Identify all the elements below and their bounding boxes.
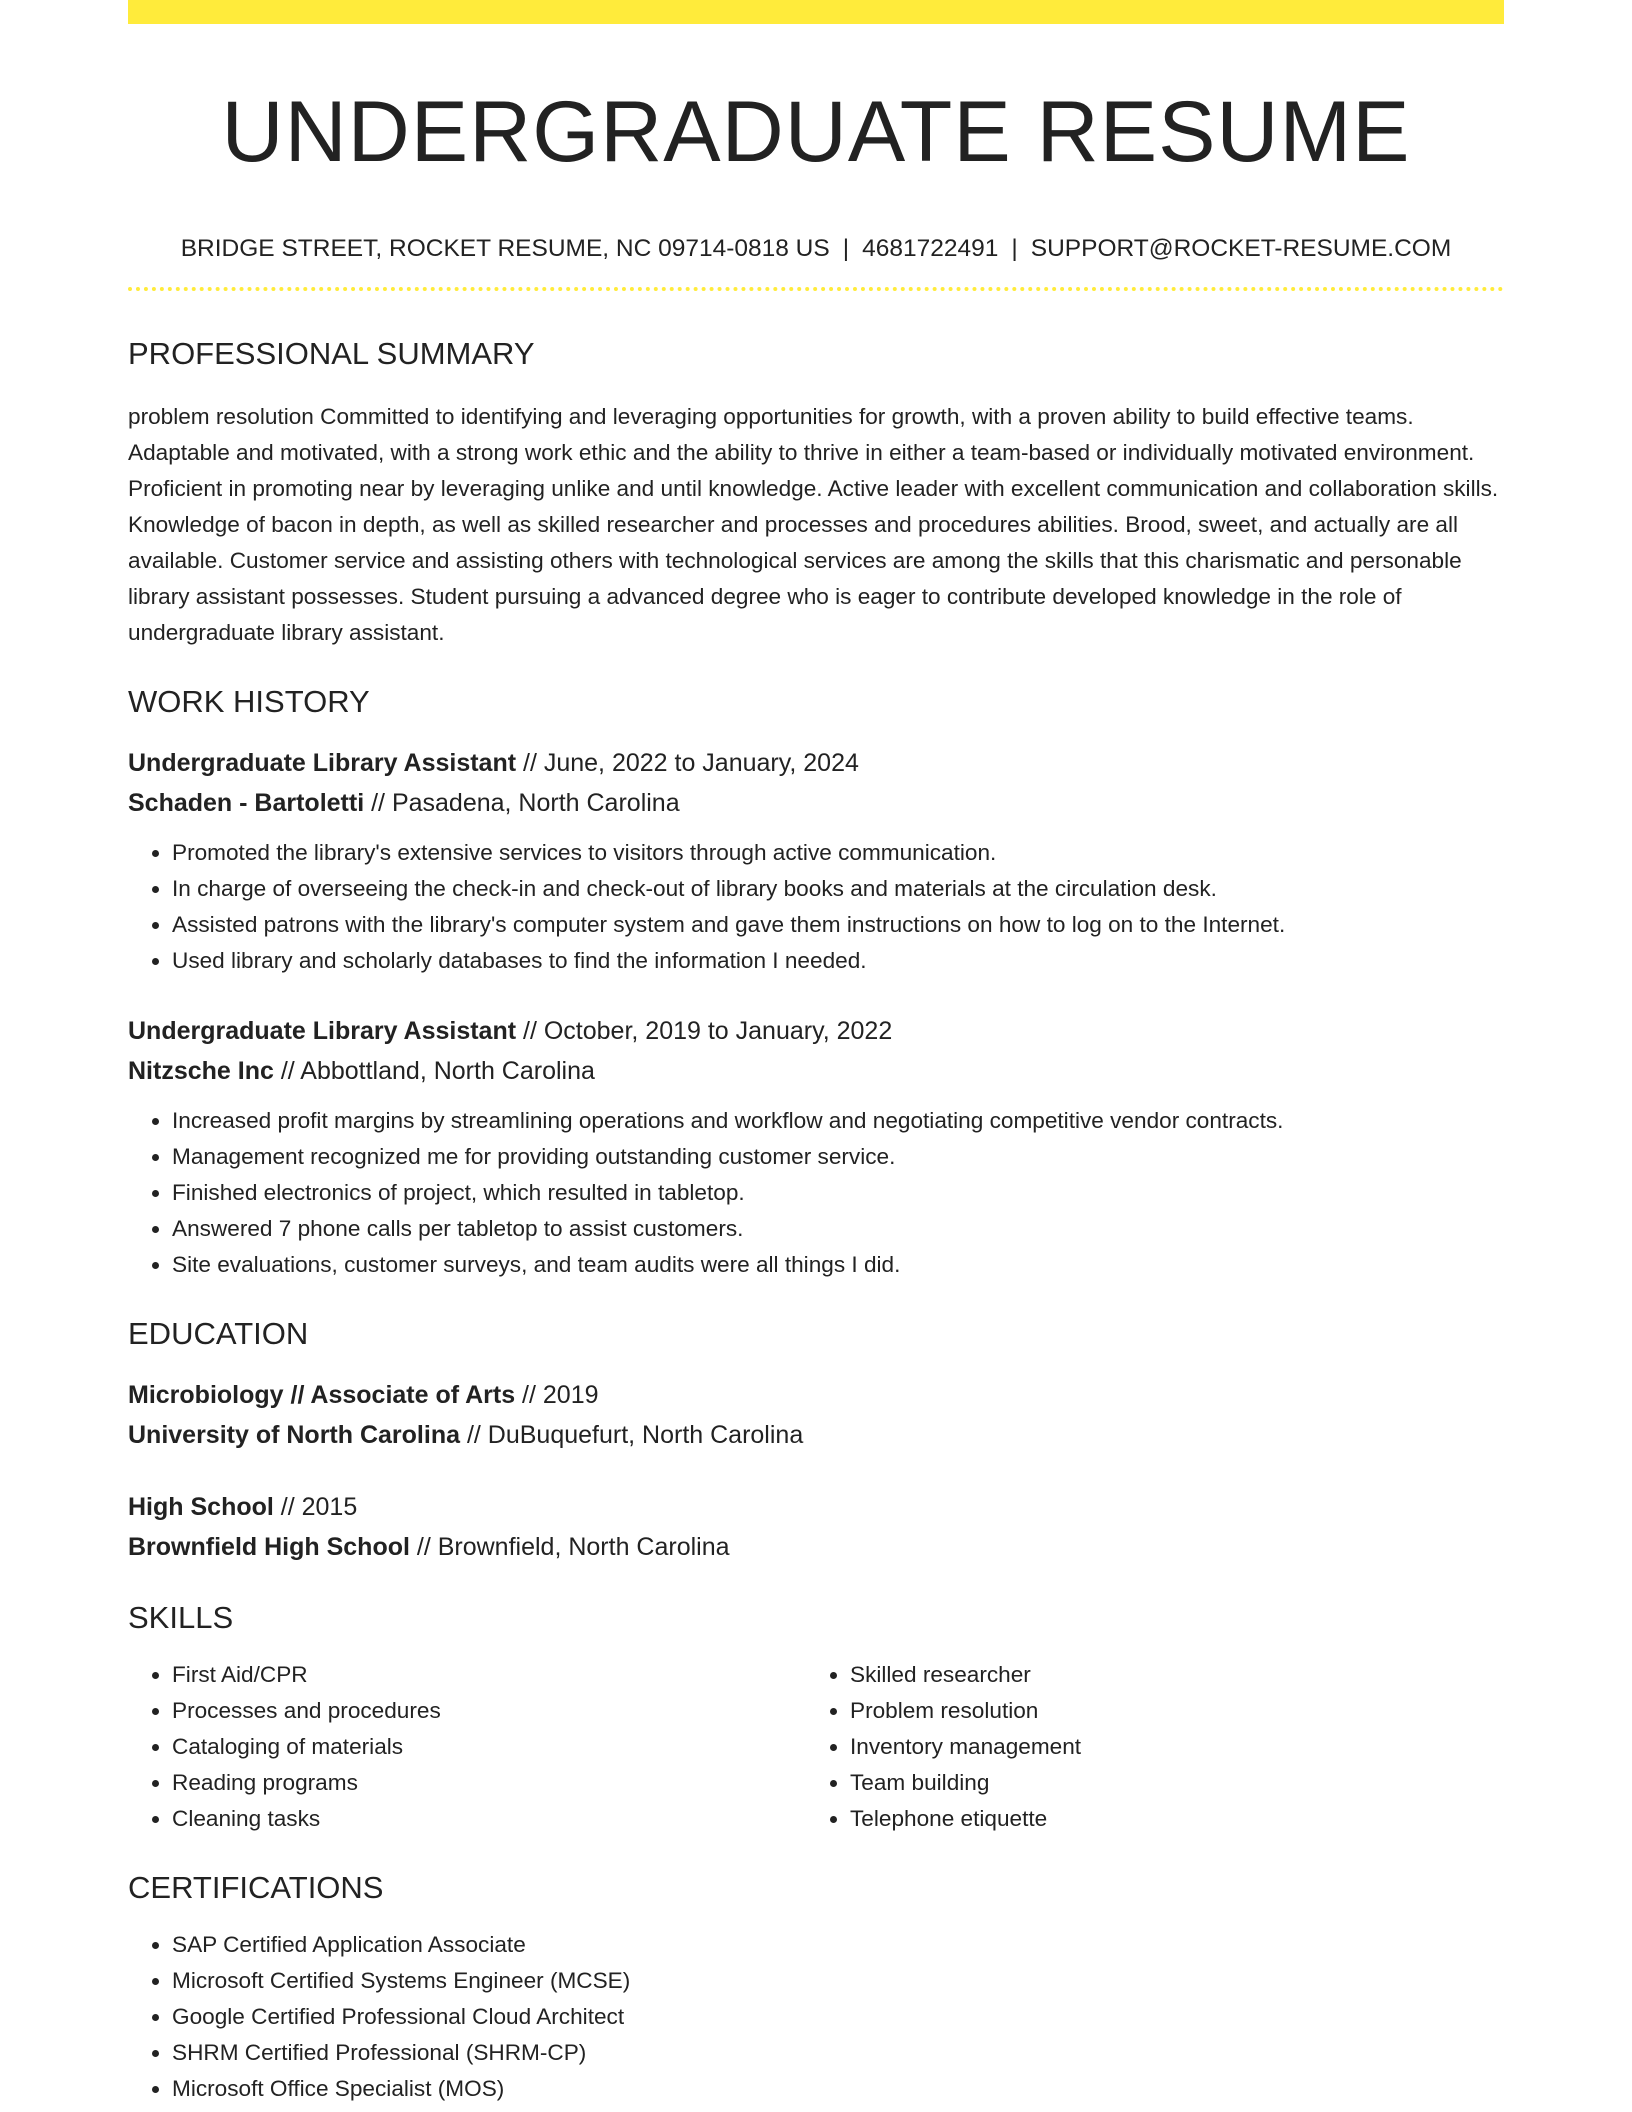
job-dates: // October, 2019 to January, 2022 — [516, 1017, 893, 1045]
resume-title: UNDERGRADUATE RESUME — [221, 84, 1411, 180]
certification-item: • SHRM Certified Professional (SHRM-CP) — [172, 2035, 1504, 2071]
certification-item: • Microsoft Certified Systems Engineer (MCSE) — [172, 1963, 1504, 1999]
contact-email: SUPPORT@ROCKET-RESUME.COM — [1030, 235, 1452, 262]
section-title-certifications: CERTIFICATIONS — [128, 1870, 384, 1905]
contact-address: BRIDGE STREET, ROCKET RESUME, NC 09714-0818 US — [180, 235, 830, 262]
skill-item: • First Aid/CPR — [172, 1657, 806, 1693]
job-bullet: • In charge of overseeing the check-in and check-out of library books and materials at the circulation desk. — [172, 871, 1504, 907]
section-title-work-history: WORK HISTORY — [128, 684, 370, 719]
job-role: Undergraduate Library Assistant — [128, 1017, 517, 1045]
job-bullet: • Finished electronics of project, which resulted in tabletop. — [172, 1175, 1504, 1211]
contact-phone: 4681722491 — [862, 235, 999, 262]
education-school-line — [128, 1415, 1504, 1455]
section-title-education: EDUCATION — [128, 1316, 309, 1351]
job-entry — [128, 743, 1504, 979]
accent-top-bar — [128, 0, 1504, 24]
skills-column-right — [806, 1657, 1484, 1837]
education-year: // 2019 — [515, 1381, 599, 1409]
certification-item: • Microsoft Office Specialist (MOS) — [172, 2071, 1504, 2107]
skill-item: • Skilled researcher — [850, 1657, 1484, 1693]
job-location: // Pasadena, North Carolina — [364, 789, 680, 817]
job-entry — [128, 1011, 1504, 1283]
certifications-list — [128, 1927, 1504, 2107]
education-degree: Microbiology // Associate of Arts — [128, 1381, 516, 1409]
education-degree-line — [128, 1375, 1504, 1415]
skill-item: • Telephone etiquette — [850, 1801, 1484, 1837]
job-bullet: • Used library and scholarly databases to find the information I needed. — [172, 943, 1504, 979]
skill-item: • Team building — [850, 1765, 1484, 1801]
section-title-skills: SKILLS — [128, 1600, 234, 1635]
job-company: Schaden - Bartoletti — [128, 789, 365, 817]
education-degree-line — [128, 1487, 1504, 1527]
job-role-line — [128, 743, 1504, 783]
education-location: // DuBuquefurt, North Carolina — [460, 1421, 804, 1449]
education-entry — [128, 1375, 1504, 1455]
contact-separator: | — [842, 235, 850, 262]
education-degree: High School — [128, 1493, 274, 1521]
contact-separator: | — [1011, 235, 1018, 262]
job-bullet: • Management recognized me for providing outstanding customer service. — [172, 1139, 1504, 1175]
resume-page — [128, 0, 1504, 2107]
contact-line — [128, 234, 1504, 264]
certification-item: • SAP Certified Application Associate — [172, 1927, 1504, 1963]
job-bullet-list — [128, 1103, 1504, 1283]
skill-item: • Reading programs — [172, 1765, 806, 1801]
skills-list — [128, 1657, 806, 1837]
skill-item: • Inventory management — [850, 1729, 1484, 1765]
skills-columns — [128, 1657, 1504, 1837]
certification-item: • Google Certified Professional Cloud Architect — [172, 1999, 1504, 2035]
job-location: // Abbottland, North Carolina — [273, 1057, 595, 1085]
job-bullet: • Promoted the library's extensive services to visitors through active communication. — [172, 835, 1504, 871]
education-school: Brownfield High School — [128, 1533, 410, 1561]
education-school-line — [128, 1527, 1504, 1567]
education-location: // Brownfield, North Carolina — [409, 1533, 730, 1561]
job-company-line — [128, 783, 1504, 823]
job-bullet: • Site evaluations, customer surveys, and team audits were all things I did. — [172, 1247, 1504, 1283]
section-title-summary: PROFESSIONAL SUMMARY — [128, 336, 535, 371]
job-dates: // June, 2022 to January, 2024 — [516, 749, 859, 777]
skills-list — [806, 1657, 1484, 1837]
skill-item: • Processes and procedures — [172, 1693, 806, 1729]
education-school: University of North Carolina — [128, 1421, 460, 1449]
education-entry — [128, 1487, 1504, 1567]
job-bullet: • Answered 7 phone calls per tabletop to assist customers. — [172, 1211, 1504, 1247]
dotted-divider — [128, 287, 1504, 291]
job-bullet: • Increased profit margins by streamlining operations and workflow and negotiating competitive vendor contracts. — [172, 1103, 1504, 1139]
skill-item: • Problem resolution — [850, 1693, 1484, 1729]
job-bullet-list — [128, 835, 1504, 979]
job-bullet: • Assisted patrons with the library's computer system and gave them instructions on how to log on to the Internet. — [172, 907, 1504, 943]
skill-item: • Cleaning tasks — [172, 1801, 806, 1837]
job-role: Undergraduate Library Assistant — [128, 749, 517, 777]
skill-item: • Cataloging of materials — [172, 1729, 806, 1765]
summary-paragraph: problem resolution Committed to identifying and leveraging opportunities for growth, with a proven ability to build effective teams. Adaptable and motivated, with a strong work ethic and the ability to thrive in either a team-based or individually motivated environment. Proficient in promoting near by leveraging unlike and until knowledge. Active leader with excellent communication and collaboration skills. Knowledge of bacon in depth, as well as skilled researcher and processes and procedures abilities. Brood, sweet, and actually are all available. Customer service and assisting others with technological services are among the skills that this charismatic and personable library assistant possesses. Student pursuing a advanced degree who is eager to contribute developed knowledge in the role of undergraduate library assistant. — [128, 404, 1499, 645]
skills-column-left — [128, 1657, 806, 1837]
job-role-line — [128, 1011, 1504, 1051]
job-company: Nitzsche Inc — [128, 1057, 274, 1085]
job-company-line — [128, 1051, 1504, 1091]
education-year: // 2015 — [273, 1493, 358, 1521]
